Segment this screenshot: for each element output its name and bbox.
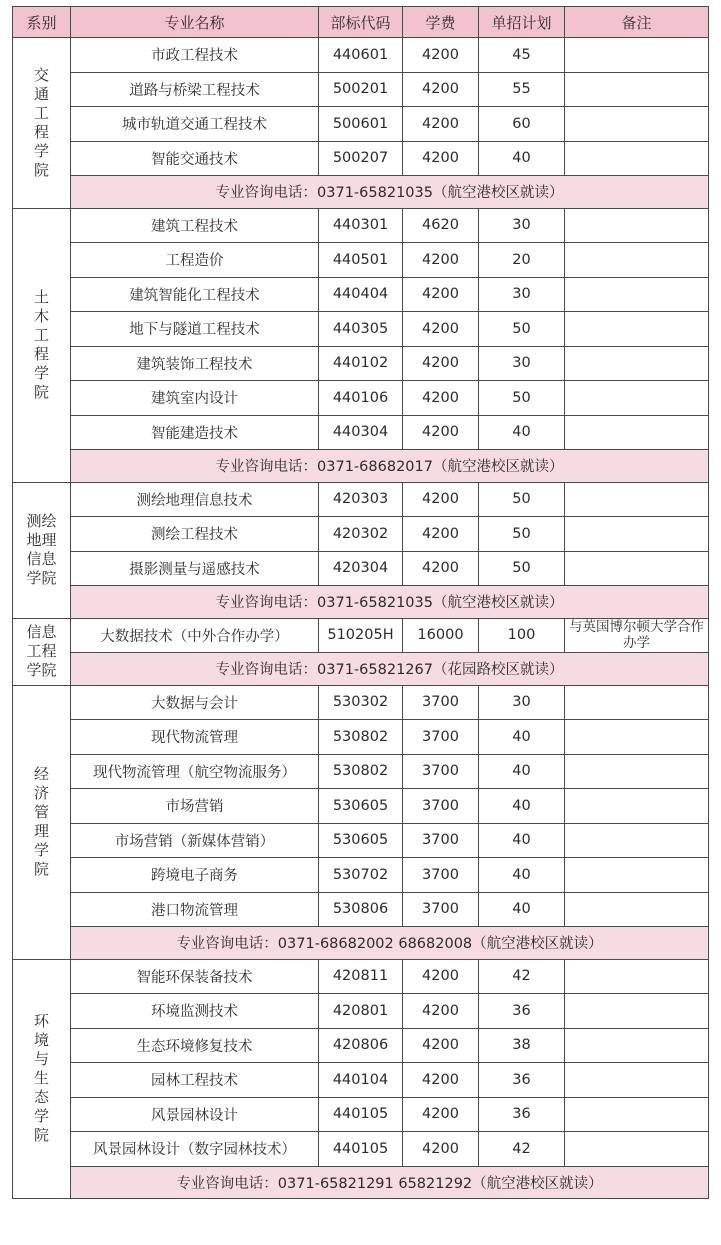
fee-cell: 3700 — [403, 789, 479, 824]
plan-cell: 20 — [479, 243, 565, 278]
fee-cell: 4200 — [403, 1028, 479, 1063]
major-cell: 地下与隧道工程技术 — [71, 312, 319, 347]
note-cell — [565, 754, 709, 789]
plan-cell: 42 — [479, 1132, 565, 1167]
code-cell: 420801 — [319, 994, 403, 1029]
fee-cell: 3700 — [403, 823, 479, 858]
contact-row — [13, 1166, 709, 1199]
note-cell: 与英国博尔顿大学合作办学 — [565, 618, 709, 653]
code-cell: 440305 — [319, 312, 403, 347]
major-cell: 风景园林设计（数字园林技术） — [71, 1132, 319, 1167]
fee-cell: 4200 — [403, 312, 479, 347]
note-cell — [565, 823, 709, 858]
table-row — [13, 959, 709, 994]
major-cell: 市场营销（新媒体营销） — [71, 823, 319, 858]
fee-cell: 4200 — [403, 1097, 479, 1132]
plan-cell: 55 — [479, 72, 565, 107]
code-cell: 530702 — [319, 858, 403, 893]
department-name: 土木工程学院 — [34, 288, 50, 401]
fee-cell: 4200 — [403, 38, 479, 73]
table-row — [13, 720, 709, 755]
table-row — [13, 208, 709, 243]
note-cell — [565, 720, 709, 755]
department-name: 经济管理学院 — [34, 765, 50, 878]
table-row — [13, 789, 709, 824]
plan-cell: 30 — [479, 346, 565, 381]
table-row — [13, 517, 709, 552]
major-cell: 港口物流管理 — [71, 892, 319, 927]
note-cell — [565, 1097, 709, 1132]
code-cell: 530605 — [319, 823, 403, 858]
major-cell: 建筑室内设计 — [71, 381, 319, 416]
plan-cell: 50 — [479, 551, 565, 586]
plan-cell: 40 — [479, 141, 565, 176]
table-row — [13, 1132, 709, 1167]
note-cell — [565, 208, 709, 243]
fee-cell: 3700 — [403, 685, 479, 720]
note-cell — [565, 1063, 709, 1098]
note-cell — [565, 994, 709, 1029]
note-cell — [565, 243, 709, 278]
contact-phone: 专业咨询电话：0371-65821267（花园路校区就读） — [71, 653, 709, 686]
plan-cell: 36 — [479, 994, 565, 1029]
plan-cell: 42 — [479, 959, 565, 994]
code-cell: 440304 — [319, 415, 403, 450]
major-cell: 生态环境修复技术 — [71, 1028, 319, 1063]
code-cell: 440301 — [319, 208, 403, 243]
header-plan: 单招计划 — [479, 7, 565, 38]
major-cell: 智能环保装备技术 — [71, 959, 319, 994]
fee-cell: 4200 — [403, 107, 479, 142]
table-row — [13, 892, 709, 927]
plan-cell: 50 — [479, 381, 565, 416]
table-row — [13, 1028, 709, 1063]
fee-cell: 4200 — [403, 994, 479, 1029]
fee-cell: 4200 — [403, 551, 479, 586]
department-cell — [13, 685, 71, 959]
note-cell — [565, 789, 709, 824]
major-cell: 建筑装饰工程技术 — [71, 346, 319, 381]
fee-cell: 16000 — [403, 618, 479, 653]
contact-row — [13, 450, 709, 483]
major-cell: 建筑工程技术 — [71, 208, 319, 243]
plan-cell: 40 — [479, 823, 565, 858]
contact-row — [13, 927, 709, 960]
major-cell: 市政工程技术 — [71, 38, 319, 73]
major-cell: 风景园林设计 — [71, 1097, 319, 1132]
plan-cell: 50 — [479, 482, 565, 517]
note-cell — [565, 72, 709, 107]
note-cell — [565, 38, 709, 73]
fee-cell: 4200 — [403, 381, 479, 416]
table-row — [13, 346, 709, 381]
fee-cell: 4200 — [403, 346, 479, 381]
plan-cell: 40 — [479, 415, 565, 450]
code-cell: 530605 — [319, 789, 403, 824]
major-cell: 摄影测量与遥感技术 — [71, 551, 319, 586]
major-cell: 工程造价 — [71, 243, 319, 278]
major-cell: 道路与桥梁工程技术 — [71, 72, 319, 107]
contact-phone: 专业咨询电话：0371-68682017（航空港校区就读） — [71, 450, 709, 483]
table-row — [13, 551, 709, 586]
table-row — [13, 312, 709, 347]
department-name: 测绘地理信息学院 — [26, 512, 57, 587]
plan-cell: 50 — [479, 517, 565, 552]
note-cell — [565, 415, 709, 450]
plan-cell: 30 — [479, 277, 565, 312]
fee-cell: 4200 — [403, 72, 479, 107]
code-cell: 530302 — [319, 685, 403, 720]
contact-phone: 专业咨询电话：0371-65821035（航空港校区就读） — [71, 176, 709, 209]
note-cell — [565, 959, 709, 994]
header-fee: 学费 — [403, 7, 479, 38]
plan-cell: 45 — [479, 38, 565, 73]
code-cell: 440106 — [319, 381, 403, 416]
plan-cell: 40 — [479, 789, 565, 824]
plan-cell: 30 — [479, 685, 565, 720]
plan-cell: 60 — [479, 107, 565, 142]
major-cell: 城市轨道交通工程技术 — [71, 107, 319, 142]
note-cell — [565, 1028, 709, 1063]
plan-cell: 50 — [479, 312, 565, 347]
note-cell — [565, 277, 709, 312]
note-cell — [565, 346, 709, 381]
code-cell: 440105 — [319, 1132, 403, 1167]
table-row — [13, 858, 709, 893]
code-cell: 440601 — [319, 38, 403, 73]
major-cell: 环境监测技术 — [71, 994, 319, 1029]
department-name: 信息工程学院 — [26, 623, 57, 679]
fee-cell: 4200 — [403, 959, 479, 994]
major-cell: 大数据与会计 — [71, 685, 319, 720]
code-cell: 420304 — [319, 551, 403, 586]
major-cell: 测绘地理信息技术 — [71, 482, 319, 517]
major-cell: 大数据技术（中外合作办学） — [71, 618, 319, 653]
fee-cell: 4200 — [403, 482, 479, 517]
fee-cell: 3700 — [403, 754, 479, 789]
fee-cell: 4200 — [403, 243, 479, 278]
header-code: 部标代码 — [319, 7, 403, 38]
major-cell: 测绘工程技术 — [71, 517, 319, 552]
header-note: 备注 — [565, 7, 709, 38]
table-row — [13, 754, 709, 789]
code-cell: 500201 — [319, 72, 403, 107]
code-cell: 440105 — [319, 1097, 403, 1132]
note-cell — [565, 1132, 709, 1167]
code-cell: 500207 — [319, 141, 403, 176]
major-cell: 市场营销 — [71, 789, 319, 824]
table-row — [13, 381, 709, 416]
code-cell: 510205H — [319, 618, 403, 653]
plan-cell: 36 — [479, 1097, 565, 1132]
plan-cell: 40 — [479, 720, 565, 755]
table-row — [13, 38, 709, 73]
table-row — [13, 685, 709, 720]
code-cell: 440104 — [319, 1063, 403, 1098]
note-cell — [565, 892, 709, 927]
contact-row — [13, 586, 709, 619]
department-cell — [13, 38, 71, 209]
plan-cell: 30 — [479, 208, 565, 243]
fee-cell: 4620 — [403, 208, 479, 243]
table-row — [13, 823, 709, 858]
code-cell: 420302 — [319, 517, 403, 552]
code-cell: 420811 — [319, 959, 403, 994]
table-row — [13, 482, 709, 517]
major-cell: 现代物流管理 — [71, 720, 319, 755]
note-cell — [565, 482, 709, 517]
plan-cell: 100 — [479, 618, 565, 653]
department-cell — [13, 482, 71, 618]
table-row — [13, 277, 709, 312]
plan-cell: 36 — [479, 1063, 565, 1098]
code-cell: 530802 — [319, 754, 403, 789]
plan-cell: 40 — [479, 858, 565, 893]
fee-cell: 3700 — [403, 720, 479, 755]
code-cell: 420303 — [319, 482, 403, 517]
major-cell: 现代物流管理（航空物流服务） — [71, 754, 319, 789]
note-cell — [565, 551, 709, 586]
major-cell: 智能建造技术 — [71, 415, 319, 450]
department-cell — [13, 208, 71, 482]
table-row — [13, 243, 709, 278]
department-cell — [13, 618, 71, 685]
contact-phone: 专业咨询电话：0371-68682002 68682008（航空港校区就读） — [71, 927, 709, 960]
plan-cell: 40 — [479, 892, 565, 927]
code-cell: 440404 — [319, 277, 403, 312]
table-row — [13, 1063, 709, 1098]
contact-row — [13, 176, 709, 209]
fee-cell: 3700 — [403, 858, 479, 893]
note-cell — [565, 312, 709, 347]
note-cell — [565, 107, 709, 142]
code-cell: 440501 — [319, 243, 403, 278]
table-body — [13, 38, 709, 1199]
table-row — [13, 1097, 709, 1132]
fee-cell: 4200 — [403, 277, 479, 312]
admission-plan-table — [12, 6, 709, 1199]
code-cell: 530806 — [319, 892, 403, 927]
admission-table-wrapper — [12, 6, 709, 1199]
note-cell — [565, 685, 709, 720]
plan-cell: 40 — [479, 754, 565, 789]
fee-cell: 3700 — [403, 892, 479, 927]
major-cell: 跨境电子商务 — [71, 858, 319, 893]
header-department: 系别 — [13, 7, 71, 38]
plan-cell: 38 — [479, 1028, 565, 1063]
code-cell: 440102 — [319, 346, 403, 381]
note-cell — [565, 517, 709, 552]
table-row — [13, 618, 709, 653]
table-row — [13, 141, 709, 176]
table-row — [13, 415, 709, 450]
code-cell: 500601 — [319, 107, 403, 142]
code-cell: 420806 — [319, 1028, 403, 1063]
major-cell: 园林工程技术 — [71, 1063, 319, 1098]
fee-cell: 4200 — [403, 415, 479, 450]
contact-phone: 专业咨询电话：0371-65821035（航空港校区就读） — [71, 586, 709, 619]
header-major: 专业名称 — [71, 7, 319, 38]
fee-cell: 4200 — [403, 1132, 479, 1167]
major-cell: 智能交通技术 — [71, 141, 319, 176]
header-row — [13, 7, 709, 38]
code-cell: 530802 — [319, 720, 403, 755]
major-cell: 建筑智能化工程技术 — [71, 277, 319, 312]
table-row — [13, 72, 709, 107]
contact-row — [13, 653, 709, 686]
fee-cell: 4200 — [403, 517, 479, 552]
table-row — [13, 107, 709, 142]
fee-cell: 4200 — [403, 141, 479, 176]
fee-cell: 4200 — [403, 1063, 479, 1098]
note-cell — [565, 381, 709, 416]
department-name: 交通工程学院 — [34, 65, 50, 179]
department-name: 环境与生态学院 — [34, 1012, 50, 1145]
table-row — [13, 994, 709, 1029]
note-cell — [565, 858, 709, 893]
department-cell — [13, 959, 71, 1199]
contact-phone: 专业咨询电话：0371-65821291 65821292（航空港校区就读） — [71, 1166, 709, 1199]
note-cell — [565, 141, 709, 176]
